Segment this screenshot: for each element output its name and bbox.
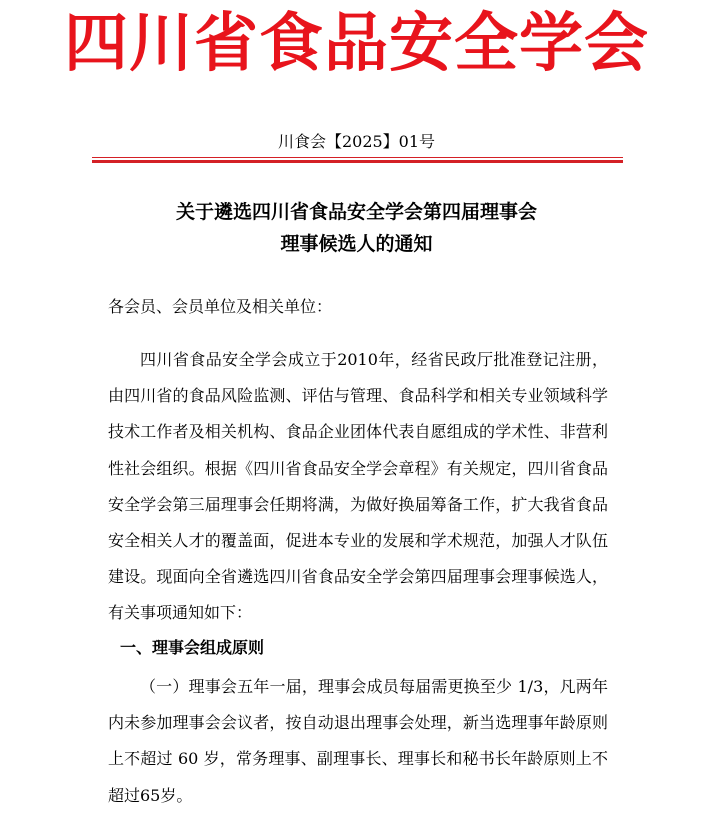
title-line-2: 理事候选人的通知 (280, 233, 433, 255)
section-heading: 一、理事会组成原则 (120, 638, 265, 657)
document-title (0, 196, 713, 260)
salutation: 各会员、会员单位及相关单位： (108, 297, 333, 316)
intro-paragraph: 四川省食品安全学会成立于2010年，经省民政厅批准登记注册，由四川省的食品风险监测、评估与管理、食品科学和相关专业领域科学技术工作者及相关机构、食品企业团体代表自愿组成的学术性、非营利性社会组织。根据《四川省食品安全学会章程》有关规定，四川省食品安全学会第三届理事会任期将满，为做好换届筹备工作，扩大我省食品安全相关人才的覆盖面，促进本专业的发展和学术规范，加强人才队伍建设。现面向全省遴选四川省食品安全学会第四届理事会理事候选人，有关事项通知如下： (108, 350, 608, 623)
header-divider-thin (92, 157, 623, 158)
title-line-1: 关于遴选四川省食品安全学会第四届理事会 (175, 201, 537, 223)
document-number: 川食会【2025】01号 (277, 132, 436, 151)
masthead-org-name: 四川省食品安全学会 (64, 7, 649, 81)
section-paragraph: （一）理事会五年一届，理事会成员每届需更换至少 1/3，凡两年内未参加理事会会议者，按自动退出理事会处理，新当选理事年龄原则上不超过 60 岁，常务理事、副理事长、理事长和秘书长年龄原则上不超过65岁。 (108, 677, 608, 805)
header-divider-thick (92, 160, 623, 163)
